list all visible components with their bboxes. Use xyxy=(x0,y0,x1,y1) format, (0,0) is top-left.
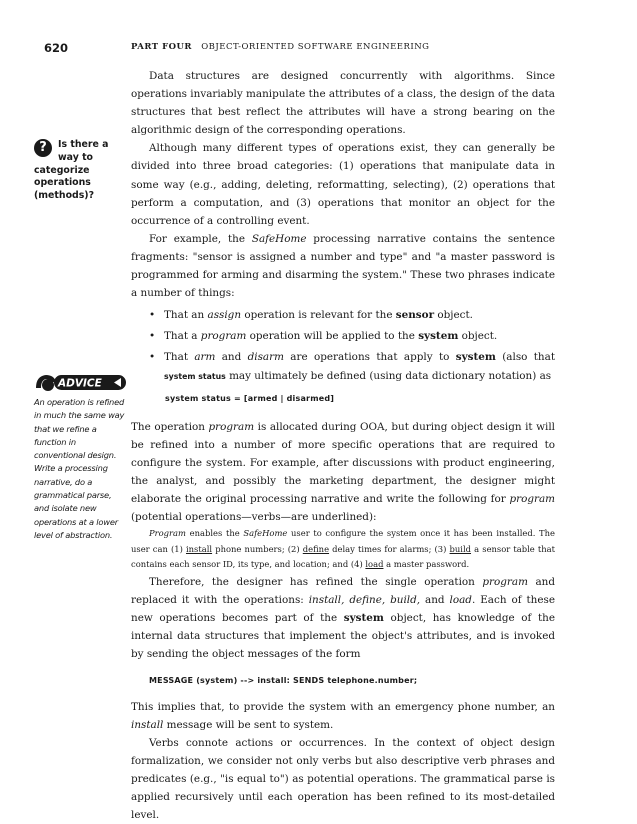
advice-figure-icon xyxy=(36,375,56,391)
advice-line: in much the same way xyxy=(34,410,125,421)
code-definition: system status = [armed | disarmed] xyxy=(165,393,335,403)
advice-line: and isolate new xyxy=(34,503,97,514)
margin-question-line: operations xyxy=(34,177,91,189)
advice-line: operations at a lower xyxy=(34,516,118,527)
margin-question-line: (methods)? xyxy=(34,190,95,202)
section-title: OBJECT-ORIENTED SOFTWARE ENGINEERING xyxy=(201,42,430,52)
margin-question-line: categorize xyxy=(34,164,90,176)
advice-badge-label: ADVICE xyxy=(58,377,102,390)
advice-badge xyxy=(34,372,128,392)
advice-note xyxy=(34,396,126,542)
code-message: MESSAGE (system) --> install: SENDS telephone.number; xyxy=(149,675,418,685)
margin-question-line: Is there a xyxy=(58,139,109,150)
margin-question-note xyxy=(34,139,124,203)
bullet-item: • That an assign operation is relevant for the sensor object. xyxy=(131,306,555,324)
paragraph: Verbs connote actions or occurrences. In the context of object design formalization, we consider not only verbs but also descriptive verb phrases and predicates (e.g., "is equal to") as potential operations. The grammatical parse is applied recursively until each operation has been refined to its most-detailed level. xyxy=(131,736,555,822)
paragraph: The operation program is allocated during OOA, but during object design it will be refined into a number of more specific operations that are required to configure the system. For example, after discussions with product engineering, the analyst, and possibly the marketing department, the designer might elaborate the original processing narrative and write the following for program (potential operations—verbs—are underlined): xyxy=(131,420,555,524)
part-label: PART FOUR xyxy=(131,42,192,52)
advice-line: that we refine a xyxy=(34,423,97,434)
bullet-list xyxy=(131,306,555,385)
advice-line: grammatical parse, xyxy=(34,490,112,501)
advice-line: function in xyxy=(34,436,76,447)
bullet-item: • That a program operation will be applied to the system object. xyxy=(131,327,555,345)
processing-narrative: Program enables the SafeHome user to configure the system once it has been installed. The user can (1) install phone numbers; (2) define delay times for alarms; (3) build a sensor table that contains each sensor ID, its type, and location; and (4) load a master password. xyxy=(131,528,555,570)
paragraph: For example, the SafeHome processing narrative contains the sentence fragments: "sensor is assigned a number and type" and "a master password is programmed for arming and disarming the system." These two phrases indicate a number of things: xyxy=(131,232,555,300)
advice-line: narrative, do a xyxy=(34,476,93,487)
paragraph: Although many different types of operations exist, they can generally be divided into three broad categories: (1) operations that manipulate data in some way (e.g., adding, deleting, reformatting, selecting), (2) operations that perform a computation, and (3) operations that monitor an object for the occurrence of a controlling event. xyxy=(131,142,555,227)
bullet-item: • That arm and disarm are operations that apply to system (also that system status may ultimately be defined (using data dictionary notation) as xyxy=(131,348,555,385)
advice-line: level of abstraction. xyxy=(34,529,113,540)
advice-line: Write a processing xyxy=(34,463,108,474)
question-mark-icon: ? xyxy=(34,139,52,157)
margin-question-line: way to xyxy=(58,151,93,163)
page-number: 620 xyxy=(44,41,69,55)
paragraph: Therefore, the designer has refined the single operation program and replaced it with the operations: install, define, build, and load. Each of these new operations becomes part of the system object, has knowledge of the internal data structures that implement the object's attributes, and is invoked by sending the object messages of the form xyxy=(131,576,555,661)
advice-line: An operation is refined xyxy=(34,397,125,407)
running-header xyxy=(131,42,429,52)
advice-line: conventional design. xyxy=(34,450,117,461)
paragraph: This implies that, to provide the system with an emergency phone number, an install message will be sent to system. xyxy=(131,700,555,731)
paragraph: Data structures are designed concurrently with algorithms. Since operations invariably manipulate the attributes of a class, the design of the data structures that best reflect the attributes will have a strong bearing on the algorithmic design of the corresponding operations. xyxy=(131,70,555,137)
body-text xyxy=(131,67,555,824)
